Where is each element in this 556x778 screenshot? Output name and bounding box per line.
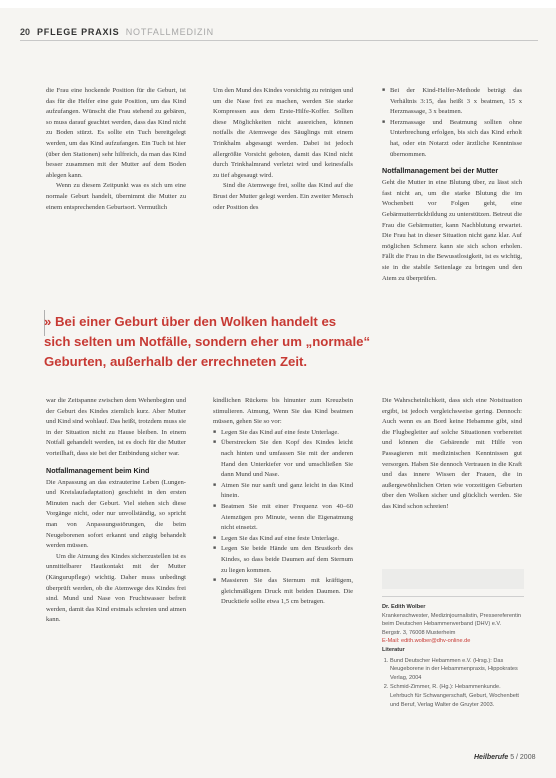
bottom-column-1 — [46, 396, 186, 626]
header-rule — [20, 40, 538, 41]
top-column-2 — [213, 86, 353, 213]
bullet-list — [213, 428, 353, 608]
bullet-list — [382, 86, 522, 160]
top-margin — [0, 0, 556, 8]
paragraph: kindlichen Rückens bis hinunter zum Kreuzbein stimulieren. Atmung, Wenn Sie das Kind beatmen müssen, gehen Sie so vor: — [213, 397, 353, 426]
list-item: ■ Legen Sie das Kind auf eine feste Unterlage. — [213, 428, 353, 439]
top-column-3 — [382, 86, 522, 284]
top-column-1 — [46, 86, 186, 213]
subheading: Notfallmanagement bei der Mutter — [382, 166, 499, 176]
section-title: PFLEGE PRAXIS — [37, 27, 120, 37]
bottom-column-2 — [213, 396, 353, 608]
author-name: Dr. Edith Wolber — [382, 604, 426, 610]
paragraph: Sind die Atemwege frei, sollte das Kind auf die Brust der Mutter gelegt werden. Ein zweiter Mensch oder Position des — [213, 182, 353, 211]
paragraph: Geht die Mutter in eine Blutung über, zu lässt sich fast nicht an, um die starke Blutung die im Wochenbett vor Folgen geht, eine Gebärmutterrückbildung zu unterstützen. Betreut die Frau die Gebärmutter, kann Nachblutung erwartet. Die Frau hat in dieser Situation nicht ganz klar. Auf möglichen Schmerz kann sie sich schon erholen. Fällt die Frau in die Bewusstlosigkeit, ist es wichtig, sie in die stabile Seitenlage zu bringen und den Atem zu überprüfen. — [382, 179, 522, 282]
references-list — [382, 657, 524, 710]
author-box — [382, 596, 524, 710]
paragraph: Wenn zu diesem Zeitpunkt was es sich um eine normale Geburt handelt, übernimmt die Mutter zu einem entsprechenden Geburtsort. Vermutlich — [46, 182, 186, 211]
bottom-column-3 — [382, 396, 522, 513]
reference-item: 1. Bund Deutscher Hebammen e.V. (Hrsg.): Das Neugeborene in der Hebammenpraxis, Hippokrates Verlag, 2004 — [390, 657, 524, 683]
paragraph: Die Wahrscheinlichkeit, dass sich eine Notsituation ergibt, ist jedoch vergleichsweise gering. Dennoch: Auch wenn es an Bord keine Hebamme gibt, sind die Flugbegleiter auf solche Situationen vorbereitet und können die Gebärende mit Hilfe von Passagieren mit medizinischen Kenntnissen gut versorgen. Haben Sie dennoch Vertrauen in die Kraft und das innere Wissen der Frauen, die in außergewöhnlichen Orten wie vorzeitigen Geburten über den Wolken sicher und glücklich werden. Sie das Kind schon schreien! — [382, 397, 522, 510]
paragraph: war die Zeitspanne zwischen dem Wehenbeginn und der Geburt des Kindes ziemlich kurz. Aber Mutter und Kind sind wohlauf. Das heißt, trotzdem muss sie in der Situation nicht zu Hause bleiben. In einem Notfall gehandelt werden, ist es doch für die Mutter vorteilhaft, dass sie bei der Entbindung sicher war. — [46, 397, 186, 457]
list-item: ■ Legen Sie beide Hände um den Brustkorb des Kindes, so dass beide Daumen auf dem Sternum zu liegen kommen. — [213, 544, 353, 576]
references-label: Literatur — [382, 646, 405, 653]
author-email[interactable]: E-Mail: edith.wolber@dhv-online.de — [382, 638, 471, 645]
author-photo-strip — [382, 569, 524, 589]
list-item: ■ Massieren Sie das Sternum mit kräftigem, gleichmäßigem Druck mit beiden Daumen. Die Drucktiefe sollte etwa 1,5 cm betragen. — [213, 576, 353, 608]
paragraph: Um die Atmung des Kindes sicherzustellen ist es unmittelbarer Hautkontakt mit der Mutter (Kängurupflege) wichtig. Daher muss unbedingt überprüft werden, ob die Atemwege des Kindes frei sind. Mund und Nase von Fruchtwasser befreit werden, damit das Kind erstmals schreien und atmen kann. — [46, 552, 186, 624]
paragraph: Die Anpassung an das extrauterine Leben (Lungen- und Kreislaufadaptation) geschieht in den ersten Minuten nach der Geburt. Viel stehen sich diese Vorgänge nicht, oder nur unvollständig, so spricht man von Anpassungsstörungen, die beim Neugeborenen sofort erkannt und zügig behandelt werden müssen. — [46, 478, 186, 550]
list-item: ■ Atmen Sie nur sanft und ganz leicht in das Kind hinein. — [213, 481, 353, 502]
list-item: ■ Herzmassage und Beatmung sollten ohne Unterbrechung erfolgen, bis sich das Kind erholt hat, oder ein Notarzt oder ärztliche Kenntnisse übernommen. — [382, 118, 522, 160]
pull-quote — [44, 312, 371, 372]
subheading: Notfallmanagement beim Kind — [46, 465, 150, 475]
section-header — [37, 27, 214, 37]
quote-line: Geburten, außerhalb der errechneten Zeit. — [44, 354, 308, 369]
magazine-name: Heilberufe — [474, 754, 509, 761]
page-number: 20 — [20, 27, 31, 37]
author-address: Bergstr. 3, 76008 Musterheim — [382, 629, 456, 636]
reference-item: 2. Schmid-Zimmer, R. (Hg.): Hebammenkunde. Lehrbuch für Schwangerschaft, Geburt, Wochenbett und Beruf, Verlag Walter de Gruyter 2003. — [390, 683, 524, 709]
author-role: Krankenschwester, Medizinjournalistin, Pressereferentin beim Deutschen Hebammenverband (DHV) e.V. — [382, 612, 521, 628]
list-item: ■ Legen Sie das Kind auf eine feste Unterlage. — [213, 534, 353, 545]
paragraph: die Frau eine hockende Position für die Geburt, ist das für die Helfer eine gute Position, um das Kind aufzufangen. Wünscht die Frau stehend zu gebären, so muss darauf geachtet werden, dass das Kind nicht zu Boden stürzt. Es sollte ein Tuch bereitgelegt werden, um das Kind aufzufangen. Ein Tuch ist hier (über den Stationen) sehr hilfreich, da man das Kind besser zusammen mit der Mutter auf dem Boden ablegen kann. — [46, 87, 186, 179]
list-item: ■ Bei der Kind-Helfer-Methode beträgt das Verhältnis 3:15, das heißt 3 x beatmen, 15 x Herzmassage, 3 x beatmen. — [382, 86, 522, 118]
quote-line: sich selten um Notfälle, sondern eher um „normale“ — [44, 334, 371, 349]
paragraph: Um den Mund des Kindes vorsichtig zu reinigen und um die Nase frei zu machen, werden Sie starke Kompressen aus dem Erste-Hilfe-Koffer. Sollten diese Möglichkeiten nicht ausreichen, können notfalls die Atemwege des Säuglings mit einem Trinkhalm abgesaugt werden. Dabei ist jedoch allergrößte Vorsicht geboten, damit das Kind nicht durch Trinkhalmrand verletzt wird und keinesfalls zu tief abgesaugt wird. — [213, 87, 353, 179]
list-item: ■ Überstrecken Sie den Kopf des Kindes leicht nach hinten und umfassen Sie mit der anderen Hand den Unterkiefer vor und umschließen Sie dann Mund und Nase. — [213, 438, 353, 480]
section-subtitle: NOTFALLMEDIZIN — [125, 27, 214, 37]
list-item: ■ Beatmen Sie mit einer Frequenz von 40–60 Atemzügen pro Minute, wenn die Eigenatmung nicht einsetzt. — [213, 502, 353, 534]
quote-line: » Bei einer Geburt über den Wolken handelt es — [44, 314, 337, 329]
issue-number: 5 / 2008 — [510, 754, 536, 761]
page-footer — [474, 754, 536, 761]
